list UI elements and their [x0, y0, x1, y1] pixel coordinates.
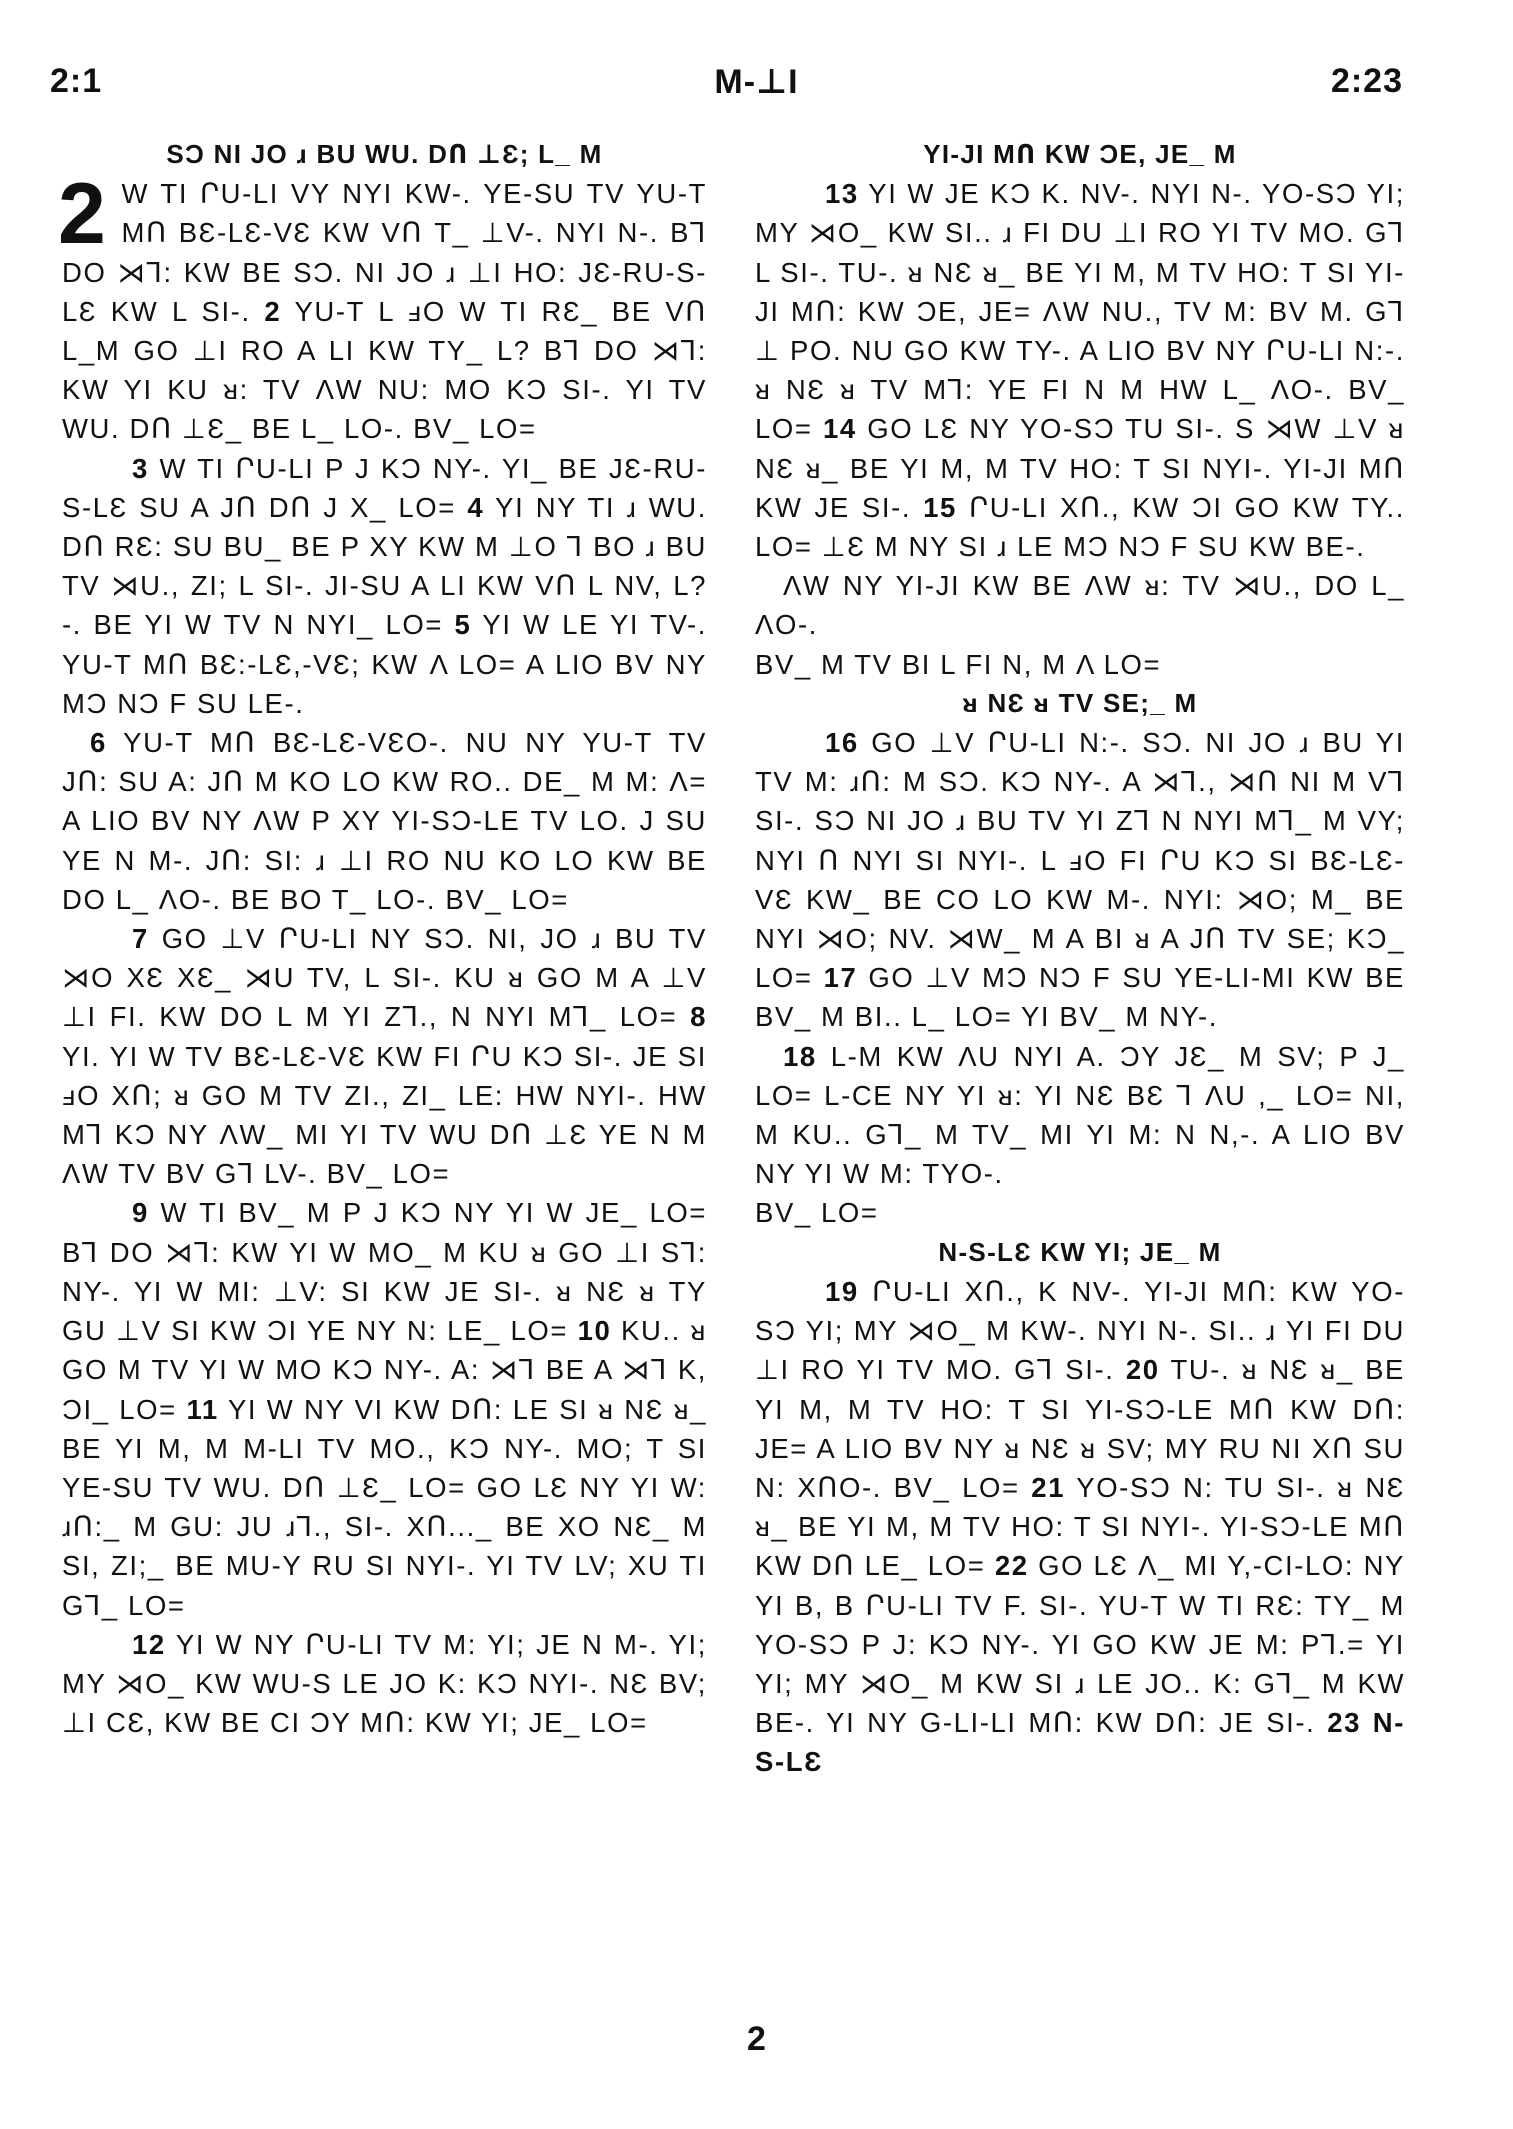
- section-heading: ᴚ NƐ ᴚ TV SE;_ M: [962, 687, 1198, 718]
- chapter-number: 2: [58, 166, 108, 263]
- verse-number: 7: [132, 923, 149, 955]
- verse-text: KU.. ᴚ GO M TV YI W MO KƆ NY-. A: ⋊⅂ BE A ⋊⅂ K, ƆI_ LO=: [62, 1315, 707, 1425]
- verse-text: TU-. ᴚ NƐ ᴚ_ BE YI M, M TV HO: T SI YI-SƆ-LE MՈ KW DՈ: JE= A LIO BV NY ᴚ NƐ ᴚ SV; MY RU NI XՈ SU N: XՈO-. BV_ LO=: [755, 1354, 1405, 1503]
- verse-text: W TI ՐU-LI P J KƆ NY-. YI_ BE JƐ-RU-S-LƐ SU A JՈ DՈ J X_ LO=: [62, 452, 707, 523]
- verse-text: YU-T MՈ BƐ-LƐ-VƐO-. NU NY YU-T TV JՈ: SU A: JՈ M KO LO KW RO.. DE_ M M: Λ= A LIO BV NY ΛW P XY YI-SƆ-LE TV LO. J SU YE N M-. JՈ: SI: ɹ ⊥I RO NU KO LO KW BE DO L_ ΛO-. BE BO T_ LO-. BV_ LO=: [62, 727, 707, 915]
- verse-number: 9: [132, 1197, 149, 1229]
- verse-number: 8: [690, 1001, 707, 1033]
- verse-number: 18: [783, 1040, 817, 1072]
- verse-number: 16: [825, 727, 859, 759]
- verse-number: 22: [994, 1550, 1029, 1582]
- verse-number: 6: [90, 727, 107, 759]
- paragraph: [755, 723, 1405, 1037]
- verse-number: 19: [825, 1275, 859, 1307]
- verse-number: 17: [823, 962, 858, 994]
- verse-text: BV_ LO=: [755, 1197, 879, 1229]
- verse-text: L-M KW ΛU NYI A. ƆY JƐ_ M SV; P J_ LO= L-CE NY YI ᴚ: YI NƐ BƐ ⅂ ΛU ,_ LO= NI, M KU.. G⅂_ M TV_ MI YI M: N N,-. A LIO BV NY YI W M: TYO-.: [755, 1040, 1405, 1190]
- paragraph: [755, 645, 1405, 684]
- section-heading: YI-JI MՈ KW ƆE, JE_ M: [923, 139, 1237, 169]
- verse-text: GO ⊥V ՐU-LI N:-. SƆ. NI JO ɹ BU YI TV M: ɹՈ: M SƆ. KƆ NY-. A ⋊⅂., ⋊Ո NI M V⅂ SI-. SƆ NI JO ɹ BU TV YI Z⅂ N NYI M⅂_ M VY; NYI Ո NYI SI NYI-. L ⅎO FI ՐU KƆ SI BƐ-LƐ-VƐ KW_ BE CO LO KW M-. NYI: ⋊O; M_ BE NYI ⋊O; NV. ⋊W_ M A BI ᴚ A JՈ TV SE; KƆ_ LO=: [755, 727, 1405, 994]
- verse-number: 21: [1031, 1471, 1066, 1503]
- paragraph: [58, 166, 707, 448]
- verse-text: YI W LE YI TV-. YU-T MՈ BƐ:-LƐ,-VƐ; KW Λ LO= A LIO BV NY MƆ NƆ F SU LE-.: [62, 609, 707, 719]
- verse-text: GO LƐ NY YO-SƆ TU SI-. S ⋊W ⊥V ᴚ NƐ ᴚ_ BE YI M, M TV HO: T SI NYI-. YI-JI MՈ KW JE SI-.: [755, 413, 1405, 523]
- verse-number: 2: [264, 295, 282, 327]
- paragraph: [62, 449, 707, 723]
- verse-number: 13: [825, 178, 859, 210]
- verse-text: GO ⊥V MƆ NƆ F SU YE-LI-MI KW BE BV_ M BI.. L_ LO= YI BV_ M NY-.: [755, 962, 1405, 1033]
- verse-number: 14: [823, 413, 857, 445]
- verse-text: W TI BV_ M P J KƆ NY YI W JE_ LO= B⅂ DO ⋊⅂: KW YI W MO_ M KU ᴚ GO ⊥I S⅂: NY-. YI W MI: ⊥V: SI KW JE SI-. ᴚ NƐ ᴚ TY GU ⊥V SI KW ƆI YE NY N: LE_ LO=: [62, 1197, 707, 1347]
- running-head-book-title: M-⊥I: [714, 63, 799, 101]
- verse-text: ՐU-LI XՈ., KW ƆI GO KW TY.. LO= ⊥Ɛ M NY SI ɹ LE MƆ NƆ F SU KW BE-.: [755, 491, 1405, 563]
- paragraph: [755, 1037, 1405, 1194]
- section-heading: SƆ NI JO ɹ BU WU. DՈ ⊥Ɛ; L_ M: [166, 139, 603, 169]
- paragraph: [62, 919, 707, 1193]
- verse-text: W TI ՐU-LI VY NYI KW-. YE-SU TV YU-T MՈ BƐ-LƐ-VƐ KW VՈ T_ ⊥V-. NYI N-. B⅂ DO ⋊⅂: KW BE SƆ. NI JO ɹ ⊥I HO: JƐ-RU-S-LƐ KW L SI-.: [62, 178, 707, 327]
- verse-text: YI W JE KƆ K. NV-. NYI N-. YO-SƆ YI; MY ⋊O_ KW SI.. ɹ FI DU ⊥I RO YI TV MO. G⅂ L SI-. TU-. ᴚ NƐ ᴚ_ BE YI M, M TV HO: T SI YI-JI MՈ: KW ƆE, JE= ΛW NU., TV M: BV M. G⅂ ⊥ PO. NU GO KW TY-. A LIO BV NY ՐU-LI N:-. ᴚ NƐ ᴚ TV M⅂: YE FI N M HW L_ ΛO-. BV_ LO=: [755, 178, 1405, 445]
- verse-number: 10: [577, 1315, 612, 1347]
- running-head-right: 2:23: [1330, 62, 1403, 100]
- paragraph: [755, 1272, 1405, 1782]
- paragraph: [755, 174, 1405, 566]
- verse-number: 11: [186, 1393, 219, 1425]
- page-number: 2: [747, 2020, 766, 2058]
- verse-number: 15: [923, 491, 957, 523]
- verse-text: YI NY TI ɹ WU. DՈ RƐ: SU BU_ BE P XY KW M ⊥O ⅂ BO ɹ BU TV ⋊U., ZI; L SI-. JI-SU A LI KW VՈ L NV, L?-. BE YI W TV N NYI_ LO=: [62, 491, 707, 641]
- section-heading: N-S-LƐ KW YI; JE_ M: [938, 1236, 1222, 1267]
- verse-text: YO-SƆ N: TU SI-. ᴚ NƐ ᴚ_ BE YI M, M TV HO: T SI NYI-. YI-SƆ-LE MՈ KW DՈ LE_ LO=: [755, 1471, 1405, 1582]
- verse-text: YI W NY ՐU-LI TV M: YI; JE N M-. YI; MY ⋊O_ KW WU-S LE JO K: KƆ NYI-. NƐ BV; ⊥I CƐ, KW BE CI ƆY MՈ: KW YI; JE_ LO=: [62, 1628, 707, 1739]
- verse-number: 5: [454, 609, 472, 641]
- paragraph: [755, 566, 1405, 644]
- verse-number: 12: [132, 1628, 166, 1660]
- paragraph: [62, 1625, 707, 1743]
- right-column: [755, 135, 1405, 1782]
- verse-text: ΛW NY YI-JI KW BE ΛW ᴚ: TV ⋊U., DO L_ ΛO-.: [755, 570, 1405, 641]
- verse-number: 20: [1125, 1354, 1160, 1386]
- verse-text: YU-T L ⅎO W TI RƐ_ BE VՈ L_M GO ⊥I RO A LI KW TY_ L? B⅂ DO ⋊⅂: KW YI KU ᴚ: TV ΛW NU: MO KƆ SI-. YI TV WU. DՈ ⊥Ɛ_ BE L_ LO-. BV_ LO=: [62, 295, 707, 445]
- left-column: [58, 135, 707, 1742]
- verse-number: 3: [132, 452, 149, 484]
- verse-number: 4: [467, 491, 485, 523]
- verse-number: 23: [1327, 1707, 1361, 1739]
- running-head-left: 2:1: [50, 62, 103, 100]
- verse-text: BV_ M TV BI L FI N, M Λ LO=: [755, 648, 1162, 680]
- paragraph: [62, 1193, 707, 1624]
- verse-text: YI. YI W TV BƐ-LƐ-VƐ KW FI ՐU KƆ SI-. JE SI ⅎO XՈ; ᴚ GO M TV ZI., ZI_ LE: HW NYI-. HW M⅂ KƆ NY ΛW_ MI YI TV WU DՈ ⊥Ɛ YE N M ΛW TV BV G⅂ LV-. BV_ LO=: [62, 1040, 707, 1190]
- verse-text: N-S-LƐ: [755, 1707, 1406, 1778]
- verse-text: YI W NY VI KW DՈ: LE SI ᴚ NƐ ᴚ_ BE YI M, M M-LI TV MO., KƆ NY-. MO; T SI YE-SU TV WU. DՈ ⊥Ɛ_ LO= GO LƐ NY YI W: ɹՈ:_ M GU: JU ɹ⅂., SI-. XՈ..._ BE XO NƐ_ M SI, ZI;_ BE MU-Y RU SI NYI-. YI TV LV; XU TI G⅂_ LO=: [62, 1393, 707, 1621]
- paragraph: [62, 723, 707, 919]
- verse-text: GO ⊥V ՐU-LI NY SƆ. NI, JO ɹ BU TV ⋊O XƐ XƐ_ ⋊U TV, L SI-. KU ᴚ GO M A ⊥V ⊥I FI. KW DO L M YI Z⅂., N NYI M⅂_ LO=: [62, 923, 707, 1033]
- verse-text: GO LƐ Λ_ MI Y,-CI-LO: NY YI B, B ՐU-LI TV F. SI-. YU-T W TI RƐ: TY_ M YO-SƆ P J: KƆ NY-. YI GO KW JE M: P⅂.= YI YI; MY ⋊O_ M KW SI ɹ LE JO.. K: G⅂_ M KW BE-. YI NY G-LI-LI MՈ: KW DՈ: JE SI-.: [755, 1550, 1405, 1739]
- paragraph: [755, 1193, 1405, 1232]
- verse-text: ՐU-LI XՈ., K NV-. YI-JI MՈ: KW YO-SƆ YI; MY ⋊O_ M KW-. NYI N-. SI.. ɹ YI FI DU ⊥I RO YI TV MO. G⅂ SI-.: [755, 1275, 1405, 1386]
